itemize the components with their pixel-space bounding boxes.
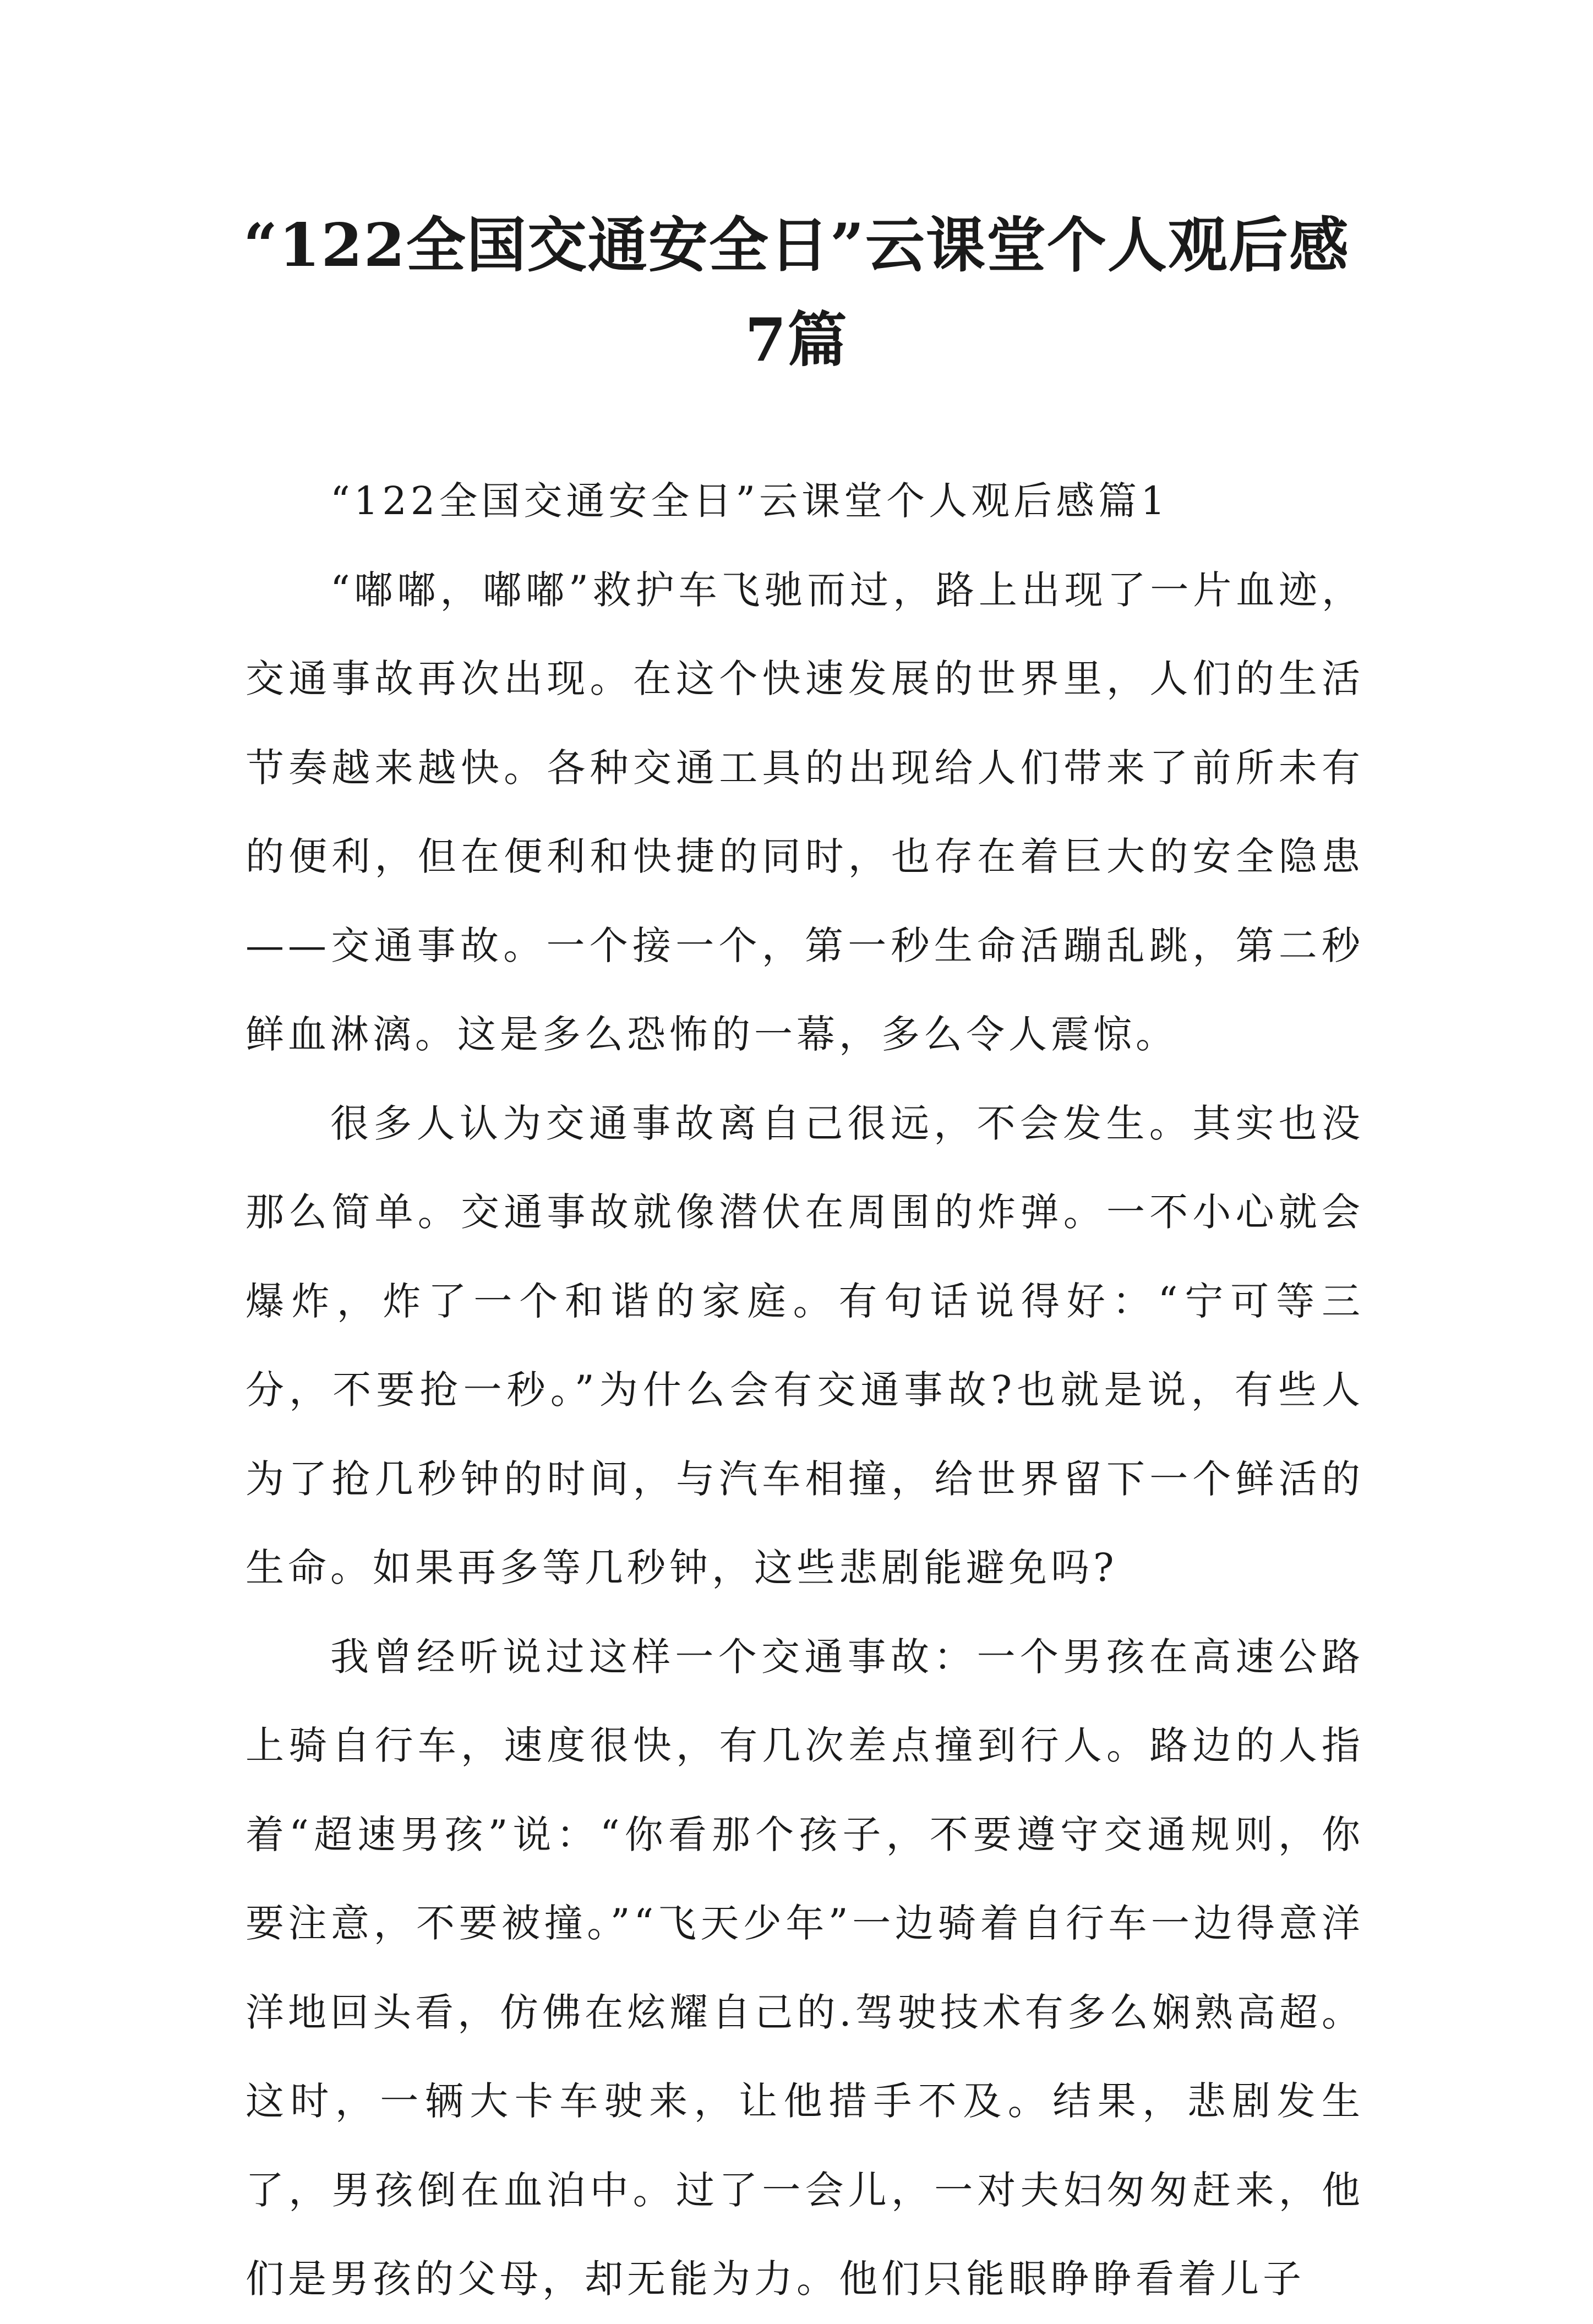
paragraph: “嘟嘟，嘟嘟”救护车飞驰而过，路上出现了一片血迹，交通事故再次出现。在这个快速发展的世界里，人们的生活节奏越来越快。各种交通工具的出现给人们带来了前所未有的便利，但在便利和快捷的同时，也存在着巨大的安全隐患——交通事故。一个接一个，第一秒生命活蹦乱跳，第二秒鲜血淋漓。这是多么恐怖的一幕，多么令人震惊。 — [246, 567, 1364, 1057]
document-title: “122全国交通安全日”云课堂个人观后感7篇 — [243, 211, 1350, 375]
section-heading: “122全国交通安全日”云课堂个人观后感篇1 — [330, 478, 1169, 523]
paragraph: 我曾经听说过这样一个交通事故：一个男孩在高速公路上骑自行车，速度很快，有几次差点撞到行人。路边的人指着“超速男孩”说：“你看那个孩子，不要遵守交通规则，你要注意，不要被撞。”“飞天少年”一边骑着自行车一边得意洋洋地回头看，仿佛在炫耀自己的.驾驶技术有多么娴熟高超。这时，一辆大卡车驶来，让他措手不及。结果，悲剧发生了，男孩倒在血泊中。过了一会儿，一对夫妇匆匆赶来，他们是男孩的父母，却无能为力。他们只能眼睁睁看着儿子 — [246, 1634, 1364, 2301]
document-body — [246, 457, 1364, 2324]
paragraph: 很多人认为交通事故离自己很远，不会发生。其实也没那么简单。交通事故就像潜伏在周围的炸弹。一不小心就会爆炸，炸了一个和谐的家庭。有句话说得好：“宁可等三分，不要抢一秒。”为什么会有交通事故?也就是说，有些人为了抢几秒钟的时间，与汽车相撞，给世界留下一个鲜活的生命。如果再多等几秒钟，这些悲剧能避免吗? — [246, 1100, 1364, 1590]
